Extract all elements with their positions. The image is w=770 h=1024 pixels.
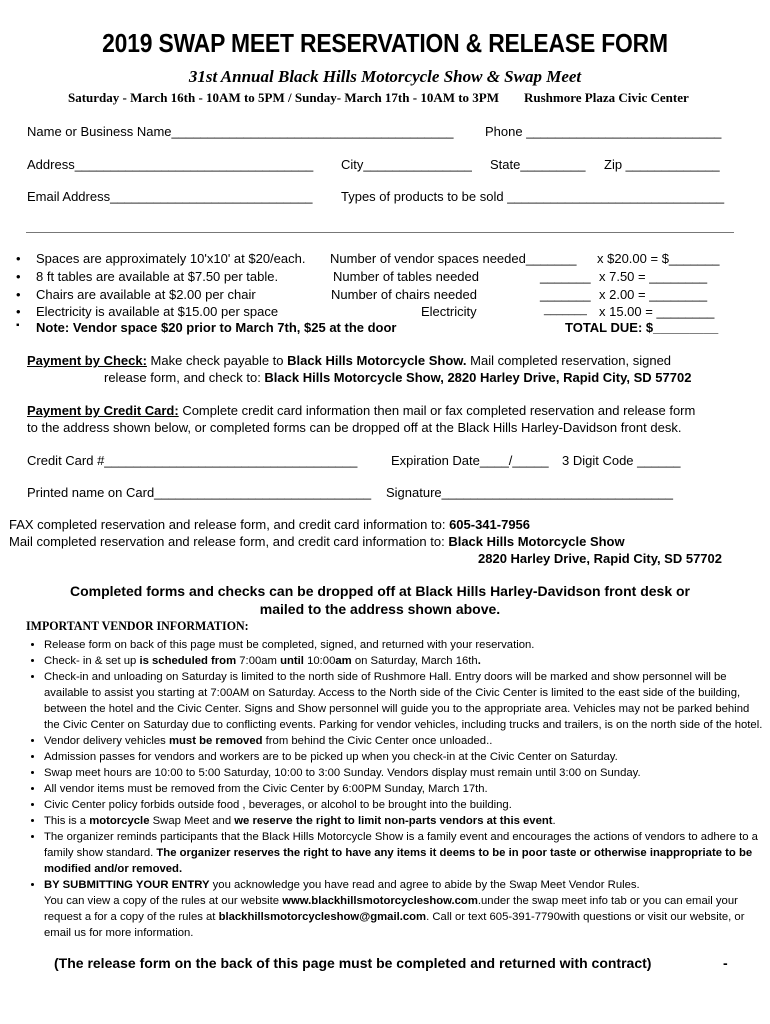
rule-text: All vendor items must be removed from the Civic Center by 6:00PM Sunday, March 17th. (44, 783, 488, 795)
event-dates (68, 90, 689, 106)
payment-card-text-2: to the address shown below, or completed forms can be dropped off at the Black Hills Harley-Davidson front desk. (27, 420, 682, 435)
payment-check-section (27, 353, 671, 368)
rule-text: on Saturday, March 16th (351, 655, 478, 667)
rule-item (44, 765, 764, 781)
footer-mark: - (723, 955, 728, 971)
mail-name: Black Hills Motorcycle Show (448, 534, 625, 549)
rule-emphasis: must be removed (168, 735, 263, 747)
check-mail-address: Black Hills Motorcycle Show, 2820 Harley Drive, Rapid City, SD 57702 (264, 370, 692, 385)
expiration-date-field[interactable]: Expiration Date____/_____ (391, 453, 549, 468)
rule-item (44, 733, 764, 749)
check-payee: Black Hills Motorcycle Show. (287, 353, 467, 368)
rule-text: Vendor delivery vehicles (44, 735, 169, 747)
total-due-field[interactable]: TOTAL DUE: $_________ (565, 320, 719, 335)
rule-emphasis: . (477, 655, 481, 667)
website-link[interactable]: www.blackhillsmotorcycleshow.com (282, 895, 478, 907)
rule-emphasis: BY SUBMITTING YOUR ENTRY (44, 879, 210, 891)
pricing-chairs-text: Chairs are available at $2.00 per chair (36, 287, 256, 302)
important-heading: IMPORTANT VENDOR INFORMATION: (26, 618, 249, 633)
event-location: Rushmore Plaza Civic Center (524, 90, 689, 105)
rule-text: Swap meet hours are 10:00 to 5:00 Saturday, 10:00 to 3:00 Sunday. Vendors display must remain until 3:00 on Sunday. (44, 767, 641, 779)
rule-text: The organizer reminds participants that the Black Hills Motorcycle Show is a family event and encourages the actions of vendors to adhere to a family show standard. (44, 831, 758, 859)
zip-field[interactable]: Zip _____________ (604, 157, 720, 172)
rule-item (44, 781, 764, 797)
rule-emphasis: we reserve the right to limit non-parts vendors at this event (234, 815, 553, 827)
rule-text: 7:00am (236, 655, 281, 667)
tables-field[interactable]: _______ (540, 269, 591, 284)
fax-number: 605-341-7956 (449, 517, 531, 532)
vendor-spaces-total[interactable]: x $20.00 = $_______ (597, 251, 720, 266)
rule-text: Swap Meet and (149, 815, 235, 827)
rule-text: Check-in and unloading on Saturday is limited to the north side of Rushmore Hall. Entry doors will be marked and show personnel will be available to assist you starting at 7:00AM on Saturday. Access to the North side of the Civic Center is limited to the east side of the building, between the hotel and the Civic Center. Signs and Show personnel will guide you to the appropriate area. Vehicles may not be parked behind the Civic Center on Saturday due to conflicting events. Parking for vendor vehicles, including trucks and trailers, is on the north side of the hotel. (44, 671, 763, 731)
printed-name-field[interactable]: Printed name on Card______________________________ (27, 485, 372, 500)
drop-off-notice (30, 582, 730, 618)
electricity-label: Electricity (421, 304, 477, 319)
email-field[interactable]: Email Address____________________________ (27, 189, 313, 204)
payment-check-text: Make check payable to (146, 353, 288, 368)
rule-text: you acknowledge you have read and agree to abide by the Swap Meet Vendor Rules. (209, 879, 640, 891)
pricing-tables-text: 8 ft tables are available at $7.50 per table. (36, 269, 279, 284)
rule-item (44, 669, 764, 733)
tables-total[interactable]: x 7.50 = ________ (599, 269, 708, 284)
form-subtitle: 31st Annual Black Hills Motorcycle Show & Swap Meet (188, 67, 582, 86)
mail-address: 2820 Harley Drive, Rapid City, SD 57702 (478, 551, 722, 566)
phone-field[interactable]: Phone ___________________________ (485, 124, 722, 139)
mail-text: Mail completed reservation and release form, and credit card information to: (9, 534, 449, 549)
rule-text: Check- in & set up (44, 655, 140, 667)
drop-off-line-1: Completed forms and checks can be dropped off at Black Hills Harley-Davidson front desk or (69, 583, 691, 599)
drop-off-line-2: mailed to the address shown above. (259, 601, 501, 617)
rule-item (44, 813, 764, 829)
rule-text: Civic Center policy forbids outside food , beverages, or alcohol to be brought into the building. (44, 799, 512, 811)
payment-check-address-line (104, 370, 691, 385)
rule-text: . (552, 815, 556, 827)
pricing-bullet-2: • (16, 269, 21, 284)
pricing-bullet-4: • (16, 304, 21, 319)
rule-item (44, 829, 764, 877)
chairs-field[interactable]: _______ (540, 287, 591, 302)
rule-item (44, 749, 764, 765)
rule-text: from behind the Civic Center once unloaded.. (262, 735, 493, 747)
rule-emphasis: The organizer reserves the right to have any items it deems to be in poor taste or otherwise inappropriate to be modified and/or removed. (44, 847, 753, 875)
pricing-bullet-3: • (16, 287, 21, 302)
rule-text: 10:00 (303, 655, 336, 667)
rule-item (44, 653, 764, 669)
name-field[interactable]: Name or Business Name_______________________________________ (27, 124, 454, 139)
credit-card-number-field[interactable]: Credit Card #___________________________________ (27, 453, 358, 468)
pricing-spaces-text: Spaces are approximately 10'x10' at $20/each. (36, 251, 306, 266)
event-dates-text: Saturday - March 16th - 10AM to 5PM / Sunday- March 17th - 10AM to 3PM (68, 90, 500, 105)
email-link[interactable]: blackhillsmotorcycleshow@gmail.com (218, 911, 427, 923)
footer-note: (The release form on the back of this page must be completed and returned with contract) (54, 955, 652, 971)
rule-emphasis: am (335, 655, 352, 667)
rule-text: .under the swap meet info tab or you can email your request a for a copy of the rules at (44, 895, 738, 923)
payment-card-text: Complete credit card information then mail or fax completed reservation and release form (178, 403, 696, 418)
divider-line (26, 232, 734, 233)
rule-text: You can view a copy of the rules at our website (44, 895, 283, 907)
chairs-total[interactable]: x 2.00 = ________ (599, 287, 708, 302)
rule-emphasis: is scheduled from (139, 655, 237, 667)
rule-emphasis: motorcycle (89, 815, 150, 827)
rule-emphasis: until (280, 655, 304, 667)
vendor-rules-list (22, 637, 764, 941)
rule-item (44, 877, 764, 941)
rule-text: Release form on back of this page must be completed, signed, and returned with your reservation. (44, 639, 535, 651)
chairs-label: Number of chairs needed (331, 287, 477, 302)
tables-label: Number of tables needed (333, 269, 479, 284)
products-field[interactable]: Types of products to be sold ______________________________ (341, 189, 725, 204)
fax-line (9, 517, 530, 532)
address-field[interactable]: Address_________________________________ (27, 157, 314, 172)
cvv-field[interactable]: 3 Digit Code ______ (562, 453, 681, 468)
form-title: 2019 SWAP MEET RESERVATION & RELEASE FORM (102, 28, 668, 58)
electricity-field[interactable]: _______ (544, 304, 587, 316)
state-field[interactable]: State_________ (490, 157, 586, 172)
payment-check-text-2: Mail completed reservation, signed (466, 353, 672, 368)
rule-item (44, 797, 764, 813)
fax-text: FAX completed reservation and release form, and credit card information to: (9, 517, 450, 532)
payment-card-section (27, 403, 695, 418)
rule-text: This is a (44, 815, 90, 827)
rule-text: . Call or text 605-391-7790with questions or visit our website, or email us for more information. (44, 911, 745, 939)
mail-line (9, 534, 625, 549)
city-field[interactable]: City_______________ (341, 157, 472, 172)
payment-check-text-3: release form, and check to: (104, 370, 265, 385)
pricing-note: Note: Vendor space $20 prior to March 7th, $25 at the door (36, 320, 397, 335)
pricing-electricity-text: Electricity is available at $15.00 per space (36, 304, 279, 319)
payment-check-label: Payment by Check: (27, 353, 147, 368)
electricity-total[interactable]: x 15.00 = ________ (599, 304, 715, 319)
rule-item (44, 637, 764, 653)
rule-text: Admission passes for vendors and workers are to be picked up when you check-in at the Civic Center on Saturday. (44, 751, 618, 763)
signature-field[interactable]: Signature________________________________ (386, 485, 674, 500)
payment-card-label: Payment by Credit Card: (27, 403, 179, 418)
pricing-bullet-1: • (16, 251, 21, 266)
pricing-square-bullet: ▪ (16, 320, 20, 331)
vendor-spaces-field[interactable]: Number of vendor spaces needed_______ (330, 251, 577, 266)
